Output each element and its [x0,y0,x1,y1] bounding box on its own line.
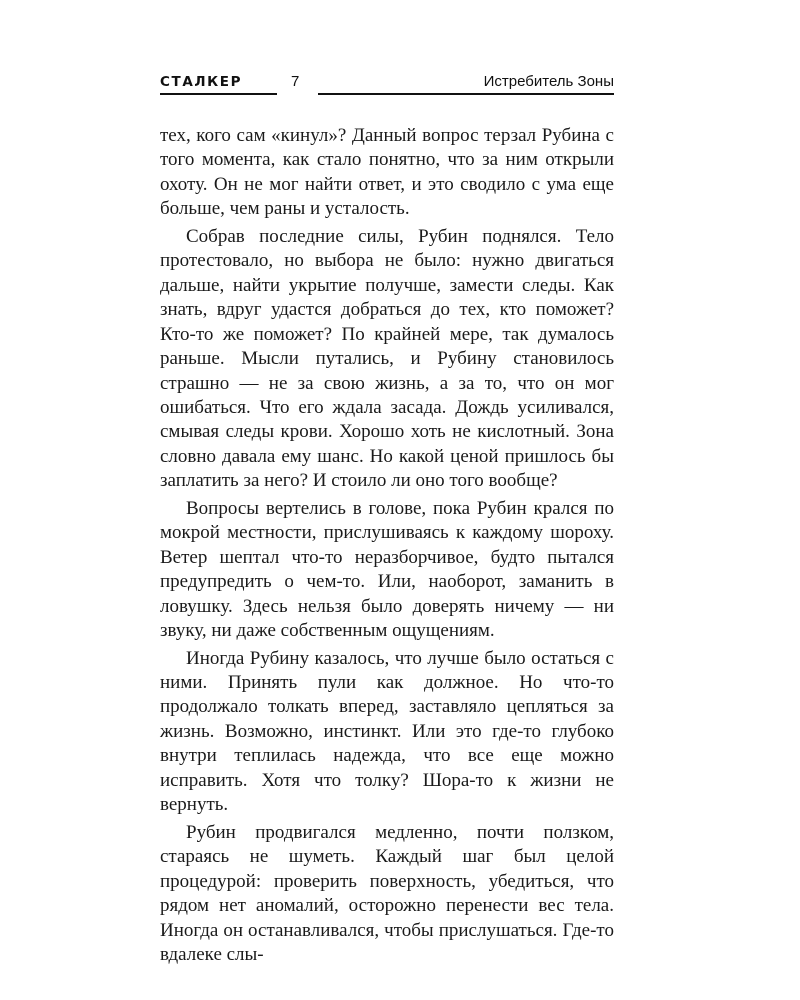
paragraph: Вопросы вертелись в голове, пока Рубин крался по мокрой местности, прислушиваясь к каждому шороху. Ветер шептал что-то неразборчивое, будто пытался предупредить о чем-то. Или, наоборот, заманить в ловушку. Здесь нельзя было доверять ничему — ни звуку, ни даже собственным ощущениям. [160,497,614,642]
running-header [160,74,614,98]
title-underline [318,93,614,95]
book-title: Истребитель Зоны [483,73,614,90]
page-number: 7 [291,73,300,90]
paragraph: Рубин продвигался медленно, почти ползком, стараясь не шуметь. Каждый шаг был целой процедурой: проверить поверхность, убедиться, что рядом нет аномалий, осторожно перенести вес тела. Иногда он останавливался, чтобы прислушаться. Где-то вдалеке слы- [160,821,614,965]
paragraph: Собрав последние силы, Рубин поднялся. Тело протестовало, но выбора не было: нужно двигаться дальше, найти укрытие получше, замести следы. Как знать, вдруг удастся добраться до тех, кто поможет? Кто-то же поможет? По крайней мере, так думалось раньше. Мысли путались, и Рубину становилось страшно — не за свою жизнь, а за то, что он мог ошибаться. Что его ждала засада. Дождь усиливался, смывая следы крови. Хорошо хоть не кислотный. Зона словно давала ему шанс. Но какой ценой пришлось бы заплатить за него? И стоило ли оно того вообще? [160,225,614,492]
series-title: СТАЛКЕР [160,74,243,90]
paragraph: Иногда Рубину казалось, что лучше было остаться с ними. Принять пули как должное. Но что-то продолжало толкать вперед, заставляло цепляться за жизнь. Возможно, инстинкт. Или это где-то глубоко внутри теплилась надежда, что все еще можно исправить. Хотя что толку? Шора-то к жизни не вернуть. [160,647,614,816]
body-text [160,124,614,967]
paragraph: тех, кого сам «кинул»? Данный вопрос терзал Рубина с того момента, как стало понятно, что за ним открыли охоту. Он не мог найти ответ, и это сводило с ума еще больше, чем раны и усталость. [160,125,614,220]
series-underline [160,93,277,95]
